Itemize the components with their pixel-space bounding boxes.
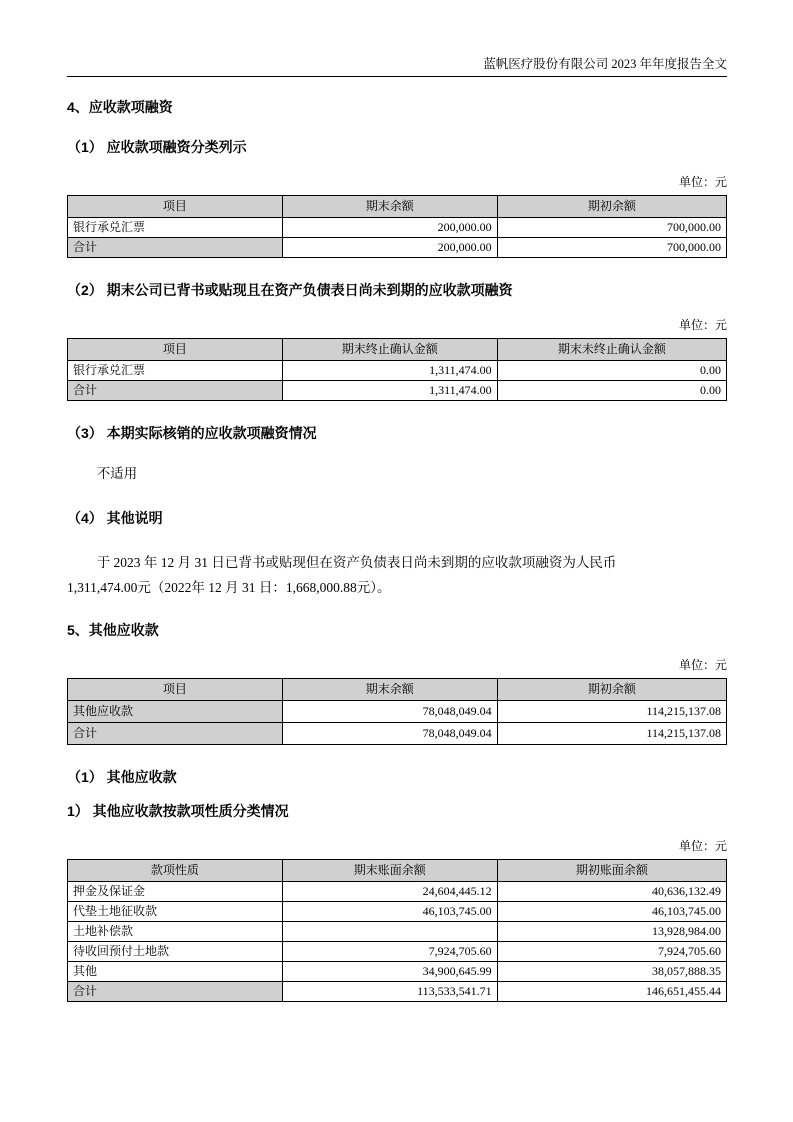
amount-cell xyxy=(282,922,497,942)
row-label-cell: 其他 xyxy=(68,962,283,982)
amount-cell: 146,651,455.44 xyxy=(497,982,726,1002)
amount-cell: 114,215,137.08 xyxy=(497,723,726,745)
amount-cell: 200,000.00 xyxy=(282,238,497,258)
amount-cell: 78,048,049.04 xyxy=(282,723,497,745)
column-header: 期初账面余额 xyxy=(497,860,726,882)
section-4-3-heading: （3） 本期实际核销的应收款项融资情况 xyxy=(67,425,317,441)
unit-label: 单位：元 xyxy=(678,175,727,189)
row-label-cell: 合计 xyxy=(68,238,283,258)
section-4-heading: 4、应收款项融资 xyxy=(67,99,173,115)
table-header-row xyxy=(68,339,727,361)
section-4-1-heading: （1） 应收款项融资分类列示 xyxy=(67,139,247,155)
column-header: 项目 xyxy=(68,196,283,218)
table-header-row xyxy=(68,196,727,218)
amount-cell: 46,103,745.00 xyxy=(282,902,497,922)
amount-cell: 700,000.00 xyxy=(497,218,726,238)
column-header: 期末终止确认金额 xyxy=(282,339,497,361)
amount-cell: 114,215,137.08 xyxy=(497,701,726,723)
table-row xyxy=(68,238,727,258)
amount-cell: 0.00 xyxy=(497,381,726,401)
row-label-cell: 土地补偿款 xyxy=(68,922,283,942)
section-5-1-1-heading: 1） 其他应收款按款项性质分类情况 xyxy=(67,803,289,819)
table-row xyxy=(68,962,727,982)
column-header: 项目 xyxy=(68,679,283,701)
not-applicable-text: 不适用 xyxy=(96,466,138,481)
row-label-cell: 合计 xyxy=(68,723,283,745)
row-label-cell: 银行承兑汇票 xyxy=(68,218,283,238)
amount-cell: 1,311,474.00 xyxy=(282,361,497,381)
table-header-row xyxy=(68,679,727,701)
doc-header-title: 蓝帆医疗股份有限公司 2023 年年度报告全文 xyxy=(483,57,727,71)
table-row xyxy=(68,361,727,381)
table-row xyxy=(68,723,727,745)
section-5-heading: 5、其他应收款 xyxy=(67,622,159,638)
amount-cell: 24,604,445.12 xyxy=(282,882,497,902)
unit-label: 单位：元 xyxy=(678,658,727,672)
table-row xyxy=(68,982,727,1002)
table-row xyxy=(68,218,727,238)
amount-cell: 200,000.00 xyxy=(282,218,497,238)
column-header: 期初余额 xyxy=(497,196,726,218)
table-row xyxy=(68,381,727,401)
endorsed-discounted-receivables-table xyxy=(67,338,727,401)
amount-cell: 34,900,645.99 xyxy=(282,962,497,982)
row-label-cell: 银行承兑汇票 xyxy=(68,361,283,381)
row-label-cell: 待收回预付土地款 xyxy=(68,942,283,962)
amount-cell: 7,924,705.60 xyxy=(497,942,726,962)
row-label-cell: 代垫土地征收款 xyxy=(68,902,283,922)
amount-cell: 700,000.00 xyxy=(497,238,726,258)
row-label-cell: 合计 xyxy=(68,381,283,401)
table-row xyxy=(68,701,727,723)
amount-cell: 113,533,541.71 xyxy=(282,982,497,1002)
row-label-cell: 合计 xyxy=(68,982,283,1002)
amount-cell: 78,048,049.04 xyxy=(282,701,497,723)
other-notes-line-1: 于 2023 年 12 月 31 日已背书或贴现但在资产负债表日尚未到期的应收款项融资为人民币 xyxy=(96,555,617,570)
section-5-1-heading: （1） 其他应收款 xyxy=(67,769,177,785)
table-row xyxy=(68,882,727,902)
other-receivables-summary-table xyxy=(67,678,727,745)
table-row xyxy=(68,942,727,962)
column-header: 期末账面余额 xyxy=(282,860,497,882)
receivables-financing-classification-table xyxy=(67,195,727,258)
unit-label: 单位：元 xyxy=(678,318,727,332)
other-receivables-by-nature-table xyxy=(67,859,727,1002)
section-4-2-heading: （2） 期末公司已背书或贴现且在资产负债表日尚未到期的应收款项融资 xyxy=(67,282,513,298)
row-label-cell: 押金及保证金 xyxy=(68,882,283,902)
amount-cell: 13,928,984.00 xyxy=(497,922,726,942)
other-notes-line-2: 1,311,474.00元（2022年 12 月 31 日：1,668,000.88元）。 xyxy=(67,580,391,595)
column-header: 期末余额 xyxy=(282,196,497,218)
table-header-row xyxy=(68,860,727,882)
row-label-cell: 其他应收款 xyxy=(68,701,283,723)
amount-cell: 7,924,705.60 xyxy=(282,942,497,962)
unit-label: 单位：元 xyxy=(678,839,727,853)
section-4-4-heading: （4） 其他说明 xyxy=(67,510,163,526)
other-notes-paragraph xyxy=(67,550,727,600)
header-rule xyxy=(67,76,727,77)
table-row xyxy=(68,922,727,942)
column-header: 期末余额 xyxy=(282,679,497,701)
amount-cell: 38,057,888.35 xyxy=(497,962,726,982)
amount-cell: 0.00 xyxy=(497,361,726,381)
column-header: 期初余额 xyxy=(497,679,726,701)
amount-cell: 46,103,745.00 xyxy=(497,902,726,922)
doc-header xyxy=(67,56,727,72)
column-header: 项目 xyxy=(68,339,283,361)
amount-cell: 40,636,132.49 xyxy=(497,882,726,902)
table-row xyxy=(68,902,727,922)
column-header: 期末未终止确认金额 xyxy=(497,339,726,361)
amount-cell: 1,311,474.00 xyxy=(282,381,497,401)
column-header: 款项性质 xyxy=(68,860,283,882)
